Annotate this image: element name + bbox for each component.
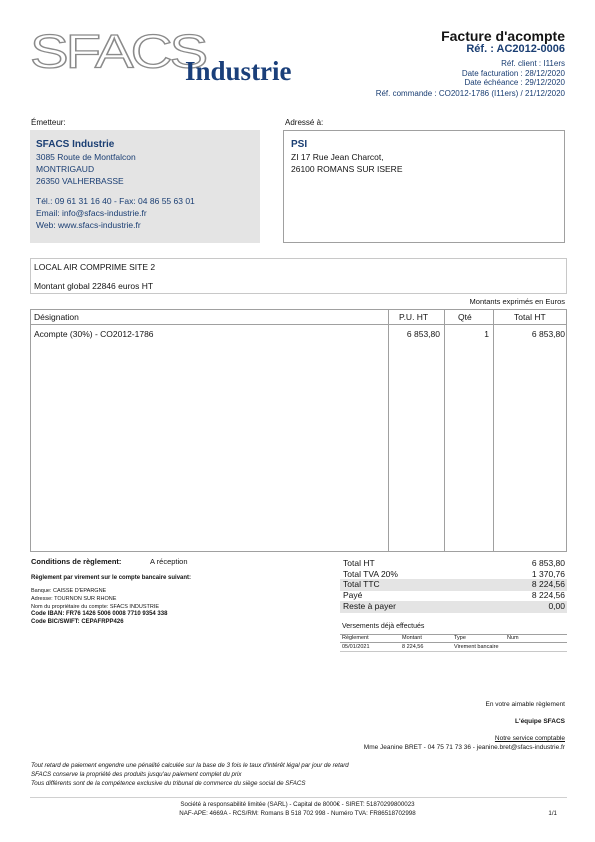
bank-address: Adresse: TOURNON SUR RHONE xyxy=(31,596,117,602)
items-table xyxy=(30,309,567,552)
column-divider xyxy=(493,310,494,551)
payment-type: Virement bancaire xyxy=(454,644,499,650)
footer-company-info: Société à responsabilité limitée (SARL) - Capital de 8000€ - SIRET: 51870299800023 xyxy=(180,801,415,808)
total-label: Total TVA 20% xyxy=(343,569,398,579)
currency-note: Montants exprimés en Euros xyxy=(469,297,565,306)
document-title: Facture d'acompte xyxy=(441,28,565,44)
closing-contact: Mme Jeanine BRET - 04 75 71 73 36 - jeanine.bret@sfacs-industrie.fr xyxy=(363,744,565,751)
legal-note: Tout retard de paiement engendre une pénalité calculée sur la base de 3 fois le taux d'intérêt légal par jour de retard xyxy=(31,762,349,769)
order-reference: Réf. commande : CO2012-1786 (I11ers) / 21/12/2020 xyxy=(375,89,565,98)
description-box xyxy=(30,258,567,294)
payment-amount: 8 224,56 xyxy=(402,644,424,650)
emitter-label: Émetteur: xyxy=(31,118,66,127)
bic-swift: Code BIC/SWIFT: CEPAFRPP426 xyxy=(31,619,124,625)
row-designation: Acompte (30%) - CO2012-1786 xyxy=(34,329,154,339)
company-logo-sfacs: SFACS xyxy=(30,24,206,79)
emitter-address-line: 26350 VALHERBASSE xyxy=(36,176,124,186)
closing-service: Notre service comptable xyxy=(494,735,565,742)
col-header-unit-price: P.U. HT xyxy=(399,312,429,322)
emitter-box xyxy=(30,130,260,243)
payments-made-title: Versements déjà effectués xyxy=(342,623,425,630)
total-value: 8 224,56 xyxy=(531,590,565,600)
total-label: Total HT xyxy=(343,558,375,568)
page-number: 1/1 xyxy=(548,810,557,817)
total-row-ht xyxy=(340,558,567,570)
document-reference: Réf. : AC2012-0006 xyxy=(466,43,565,55)
legal-note: Tous différents sont de la compétence exclusive du tribunal de commerce du siège social de SFACS xyxy=(31,780,306,787)
total-label: Total TTC xyxy=(343,579,380,589)
closing-team: L'équipe SFACS xyxy=(515,718,565,725)
col-header-designation: Désignation xyxy=(34,312,79,322)
recipient-name: PSI xyxy=(291,139,308,150)
payments-header-row xyxy=(340,634,567,643)
invoice-date: Date facturation : 28/12/2020 xyxy=(461,69,565,78)
total-label: Reste à payer xyxy=(343,601,396,611)
emitter-email: Email: info@sfacs-industrie.fr xyxy=(36,208,147,218)
emitter-name: SFACS Industrie xyxy=(36,139,115,150)
closing-greeting: En votre aimable règlement xyxy=(485,701,565,708)
footer-divider xyxy=(30,797,567,798)
payments-col-montant: Montant xyxy=(402,635,422,641)
recipient-address-line: ZI 17 Rue Jean Charcot, xyxy=(291,152,384,162)
payments-row xyxy=(340,643,567,652)
recipient-address-line: 26100 ROMANS SUR ISERE xyxy=(291,164,403,174)
payments-made-table xyxy=(340,634,567,652)
payments-col-type: Type xyxy=(454,635,466,641)
account-owner: Nom du propriétaire du compte: SFACS INDUSTRIE xyxy=(31,604,160,610)
row-unit-price: 6 853,80 xyxy=(406,329,440,339)
payment-conditions-value: A réception xyxy=(150,557,188,566)
total-value: 0,00 xyxy=(548,601,565,611)
emitter-phone: Tél.: 09 61 31 16 40 - Fax: 04 86 55 63 01 xyxy=(36,196,195,206)
col-header-total: Total HT xyxy=(514,312,546,322)
recipient-label: Adressé à: xyxy=(285,118,324,127)
payments-col-reglement: Règlement xyxy=(342,635,369,641)
total-value: 6 853,80 xyxy=(531,558,565,568)
total-row-paid xyxy=(340,590,567,602)
row-quantity: 1 xyxy=(484,329,489,339)
column-divider xyxy=(388,310,389,551)
transfer-title: Règlement par virement sur le compte bancaire suivant: xyxy=(31,575,192,581)
bank-name: Banque: CAISSE D'EPARGNE xyxy=(31,588,107,594)
emitter-website: Web: www.sfacs-industrie.fr xyxy=(36,220,141,230)
col-header-quantity: Qté xyxy=(458,312,472,322)
column-divider xyxy=(444,310,445,551)
table-header-row xyxy=(31,310,566,325)
description-line: Montant global 22846 euros HT xyxy=(34,281,154,291)
emitter-address-line: 3085 Route de Montfalcon xyxy=(36,152,136,162)
description-line: LOCAL AIR COMPRIME SITE 2 xyxy=(34,262,156,272)
company-logo-industrie: Industrie xyxy=(185,56,292,86)
payment-conditions-label: Conditions de règlement: xyxy=(31,557,122,566)
iban: Code IBAN: FR76 1426 5006 0008 7710 9354 338 xyxy=(31,611,168,617)
due-date: Date échéance : 29/12/2020 xyxy=(464,78,565,87)
total-row-ttc xyxy=(340,579,567,591)
client-reference: Réf. client : I11ers xyxy=(501,59,565,68)
total-row-remaining xyxy=(340,601,567,613)
footer-registration-info: NAF-APE: 4669A - RCS/RM: Romans B 518 702 998 - Numéro TVA: FR86518702998 xyxy=(179,810,416,817)
legal-note: SFACS conserve la propriété des produits jusqu'au paiement complet du prix xyxy=(31,771,242,778)
emitter-address-line: MONTRIGAUD xyxy=(36,164,95,174)
recipient-box xyxy=(283,130,565,243)
total-value: 8 224,56 xyxy=(531,579,565,589)
payment-date: 05/01/2021 xyxy=(342,644,370,650)
total-value: 1 370,76 xyxy=(531,569,565,579)
payments-col-num: Num xyxy=(507,635,519,641)
row-total: 6 853,80 xyxy=(531,329,565,339)
total-label: Payé xyxy=(343,590,363,600)
